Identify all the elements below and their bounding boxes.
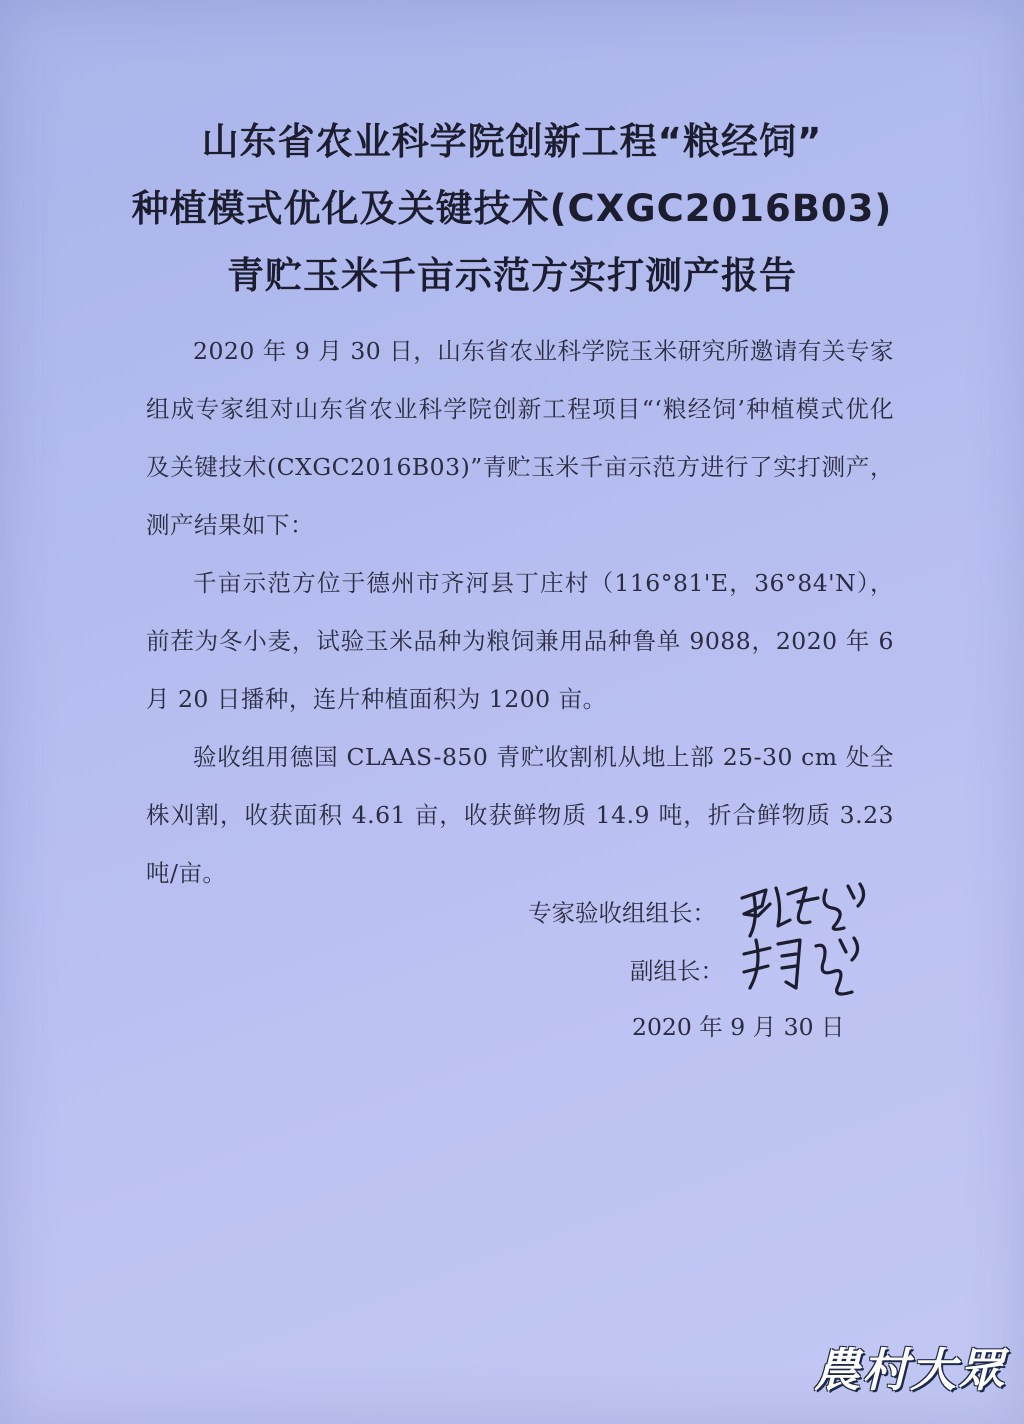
leader-label: 专家验收组组长： (528, 899, 716, 927)
title-line-1: 山东省农业科学院创新工程“粮经饲” (201, 120, 823, 163)
watermark-logo (810, 1330, 1010, 1410)
watermark-text: 農村大眾 (814, 1343, 1006, 1397)
report-date: 2020 年 9 月 30 日 (632, 1013, 845, 1041)
report-body (146, 322, 894, 902)
paragraph-harvest: 验收组用德国 CLAAS-850 青贮收割机从地上部 25-30 cm 处全株刈割，收获面积 4.61 亩，收获鲜物质 14.9 吨，折合鲜物质 3.23 吨/亩。 (146, 743, 894, 887)
title-line-2: 种植模式优化及关键技术(CXGC2016B03) (131, 187, 893, 230)
title-line-3: 青贮玉米千亩示范方实打测产报告 (227, 254, 797, 297)
deputy-signature-icon (736, 926, 886, 1006)
report-title (0, 108, 1024, 309)
paragraph-intro: 2020 年 9 月 30 日，山东省农业科学院玉米研究所邀请有关专家组成专家组对山东省农业科学院创新工程项目“‘粮经饲’种植模式优化及关键技术(CXGC2016B03)”青贮玉米千亩示范方进行了实打测产，测产结果如下： (146, 337, 894, 539)
deputy-label: 副组长： (630, 957, 724, 985)
paragraph-location: 千亩示范方位于德州市齐河县丁庄村（116°81'E，36°84'N），前茬为冬小麦，试验玉米品种为粮饲兼用品种鲁单 9088，2020 年 6 月 20 日播种，连片种植面积为 1200 亩。 (146, 569, 894, 713)
